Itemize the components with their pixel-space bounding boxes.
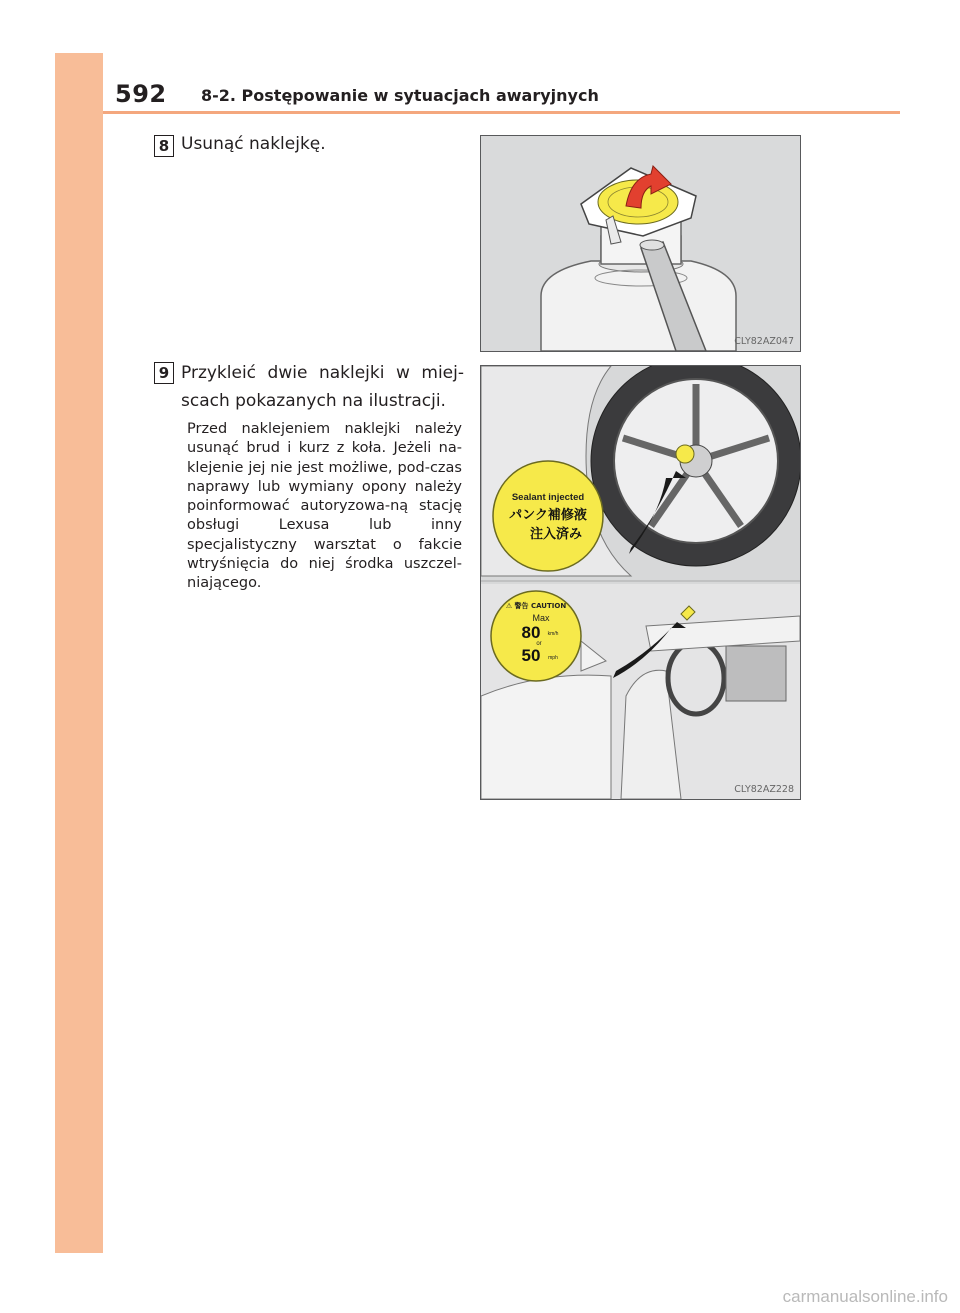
speed-sticker-kmh-unit: km/h: [547, 631, 559, 637]
step-9-text-line2: scach pokazanych na ilustracji.: [181, 391, 446, 411]
speed-sticker-warning: ⚠ 警告 CAUTION: [505, 602, 567, 610]
speed-sticker-or: or: [536, 641, 542, 647]
figure-sticker-placement: [480, 365, 801, 800]
side-margin-band: [55, 53, 103, 1253]
step-9-badge: 9: [154, 362, 174, 384]
wheel-and-dash-illustration: [481, 366, 800, 799]
footer-watermark: carmanualsonline.info: [782, 1287, 948, 1306]
wheel-sticker-line1: Sealant injected: [511, 492, 585, 503]
header-rule: [103, 111, 900, 114]
speed-sticker-max: Max: [532, 613, 550, 623]
step-8-text: Usunąć naklejkę.: [181, 134, 326, 154]
figure-remove-sticker: [480, 135, 801, 352]
step-9-text-line1: Przykleić dwie naklejki w miej-: [181, 363, 464, 383]
speed-sticker-mph: 50: [521, 646, 541, 665]
step-8-badge: 8: [154, 135, 174, 157]
speed-sticker-kmh: 80: [521, 623, 541, 642]
section-title: 8-2. Postępowanie w sytuacjach awaryjnych: [201, 86, 599, 105]
page-number: 592: [115, 80, 167, 108]
sealant-bottle-illustration: [481, 136, 800, 351]
wheel-sticker-line2: パンク補修液: [509, 508, 587, 523]
step-9-note: Przed naklejeniem naklejki należy usunąć brud i kurz z koła. Jeżeli na-klejenie jej nie jest możliwe, pod-czas naprawy lub wymiany opony należy poinformować autoryzowa-ną stację obsługi Lexusa lub inny specjalistyczny warsztat o fakcie wtryśnięcia do niej środka uszczel-niającego.: [187, 421, 462, 592]
wheel-sticker-line3: 注入済み: [529, 527, 583, 542]
speed-sticker-mph-unit: mph: [548, 655, 558, 661]
figure-2-code: CLY82AZ228: [734, 784, 794, 795]
figure-1-code: CLY82AZ047: [734, 336, 794, 347]
